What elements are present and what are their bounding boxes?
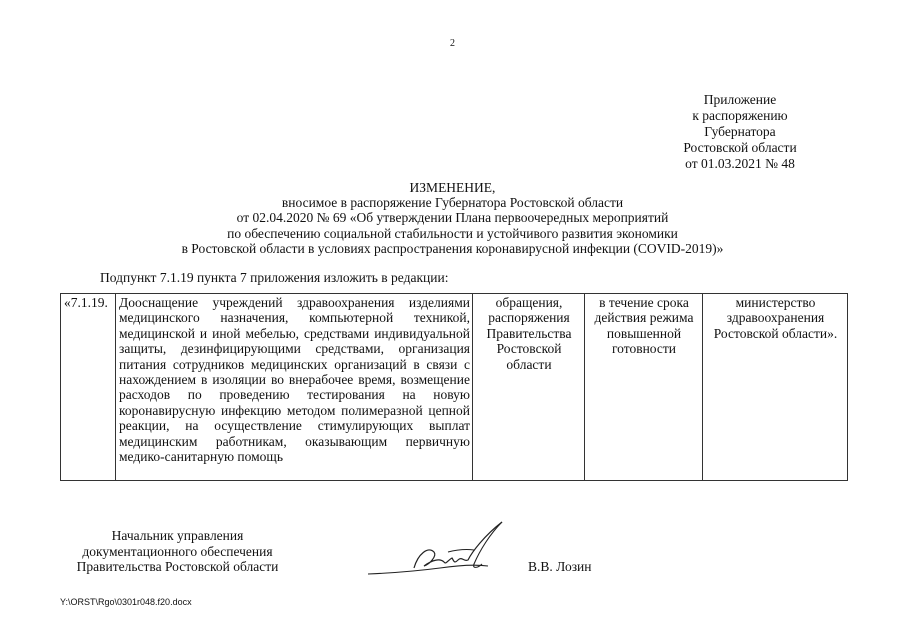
measure-cell: Дооснащение учреждений здравоохранения изделиями медицинского назначения, компьютерной техникой, медицинской и иной мебелью, средствами индивидуальной защиты, дезинфицирующими средствами, организация питания сотрудников медицинских организаций в связи с нахождением в изоляции во внерабочее время, возмещение расходов по проведению тестирования на новую коронавирусную инфекцию методом полимеразной цепной реакции, на осуществление стимулирующих выплат медицинским работникам, оказывающим первичную медико-санитарную помощь	[116, 294, 473, 481]
basis-cell: обращения, распоряжения Правительства Ростовской области	[473, 294, 585, 481]
heading-line: по обеспечению социальной стабильности и устойчивого развития экономики	[227, 225, 678, 241]
position-line: документационного обеспечения	[82, 543, 273, 559]
item-number-cell: «7.1.19.	[61, 294, 116, 481]
file-path-footer: Y:\ORST\Rgo\0301r048.f20.docx	[60, 597, 192, 607]
appendix-line: от 01.03.2021 № 48	[685, 156, 795, 171]
signatory-name: В.В. Лозин	[528, 559, 592, 574]
heading-title: ИЗМЕНЕНИЕ,	[409, 180, 496, 195]
position-line: Правительства Ростовской области	[76, 559, 279, 574]
deadline-cell: в течение срока действия режима повышенной готовности	[585, 294, 703, 481]
appendix-line: Приложение	[703, 92, 777, 107]
document-heading	[60, 180, 845, 256]
handwritten-signature	[362, 516, 522, 580]
heading-line: от 02.04.2020 № 69 «Об утверждении Плана первоочередных мероприятий	[236, 210, 669, 226]
appendix-line: к распоряжению	[692, 108, 788, 123]
signatory-position	[60, 528, 295, 575]
heading-line: в Ростовской области в условиях распространения коронавирусной инфекции (COVID-2019)»	[181, 240, 724, 256]
responsible-cell: министерство здравоохранения Ростовской области».	[703, 294, 848, 481]
amendment-table	[60, 293, 848, 481]
page-number: 2	[450, 38, 455, 49]
appendix-header	[640, 92, 840, 172]
appendix-line: Ростовской области	[683, 140, 797, 155]
position-line: Начальник управления	[111, 528, 244, 543]
heading-line: вносимое в распоряжение Губернатора Ростовской области	[281, 195, 624, 211]
intro-paragraph: Подпункт 7.1.19 пункта 7 приложения изложить в редакции:	[100, 270, 449, 285]
appendix-line: Губернатора	[704, 124, 776, 139]
table-row	[61, 294, 848, 481]
